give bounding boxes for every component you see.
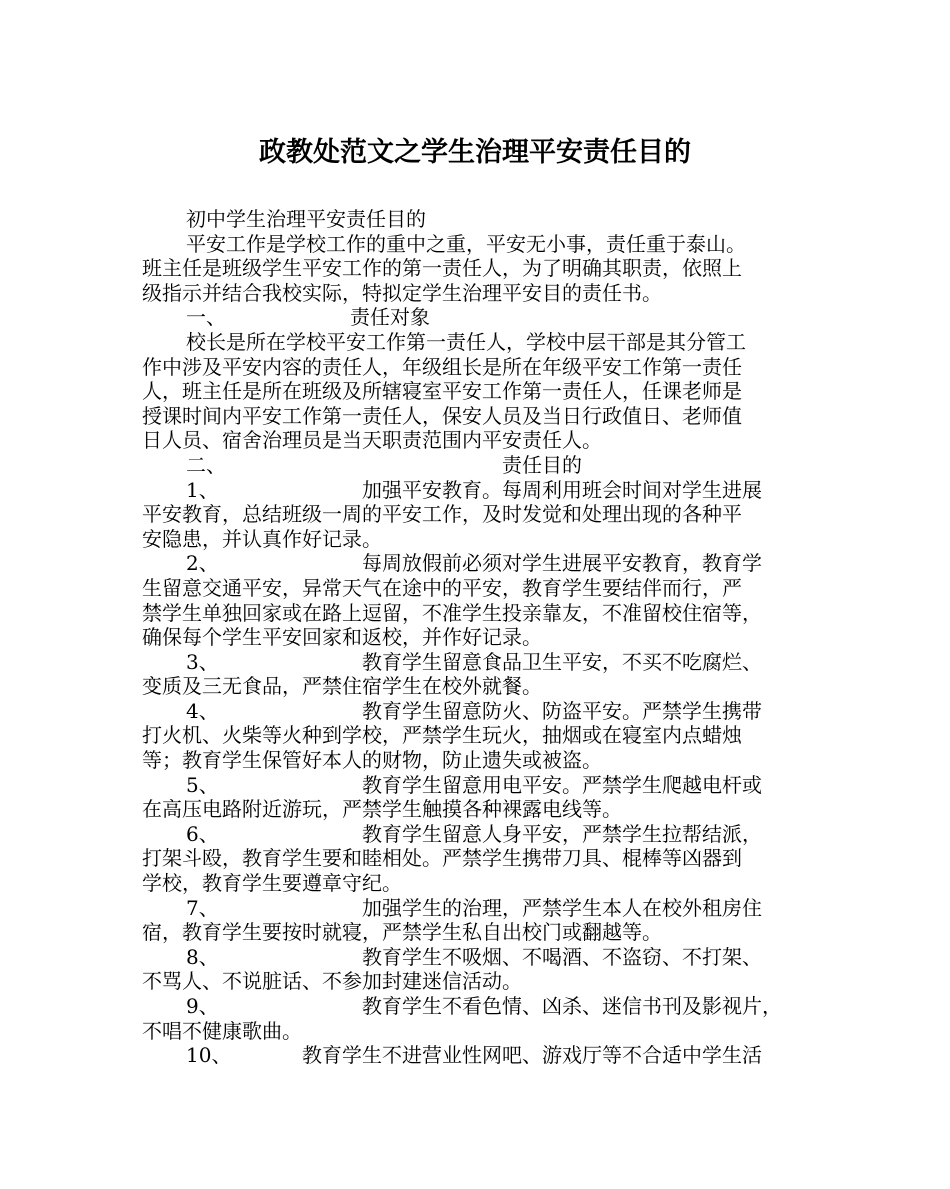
- paragraph-line: [142, 797, 814, 822]
- line-text: 校长是所在学校平安工作第一责任人，学校中层干部是其分管工: [186, 329, 746, 354]
- line-text: 打架斗殴，教育学生要和睦相处。严禁学生携带刀具、棍棒等凶器到: [142, 846, 742, 871]
- line-text: 教育学生留意用电平安。严禁学生爬越电杆或: [362, 772, 762, 797]
- line-text: 学校，教育学生要遵章守纪。: [142, 871, 402, 896]
- line-text: 不唱不健康歌曲。: [142, 1018, 302, 1043]
- paragraph-line: [142, 305, 814, 330]
- line-text: 班主任是班级学生平安工作的第一责任人，为了明确其职责，依照上: [142, 256, 742, 281]
- line-text: 日人员、宿舍治理员是当天职责范围内平安责任人。: [142, 428, 602, 453]
- paragraph-line: [142, 256, 814, 281]
- line-text: 禁学生单独回家或在路上逗留，不准学生投亲靠友，不准留校住宿等，: [142, 600, 762, 625]
- item-number: 5、: [186, 772, 219, 797]
- item-number: 1、: [186, 477, 219, 502]
- line-text: 不骂人、不说脏话、不参加封建迷信活动。: [142, 969, 522, 994]
- line-text: 打火机、火柴等火种到学校，严禁学生玩火，抽烟或在寝室内点蜡烛: [142, 723, 742, 748]
- item-number: 二、: [186, 452, 226, 477]
- paragraph-line: [142, 379, 814, 404]
- item-number: 9、: [186, 994, 219, 1018]
- line-text: 人，班主任是所在班级及所辖寝室平安工作第一责任人，任课老师是: [142, 379, 742, 404]
- line-text: 教育学生不进营业性网吧、游戏厅等不合适中学生活: [302, 1043, 762, 1068]
- paragraph-line: [142, 428, 814, 453]
- line-text: 级指示并结合我校实际，特拟定学生治理平安目的责任书。: [142, 280, 662, 305]
- paragraph-line: [142, 502, 814, 527]
- paragraph-line: [142, 773, 814, 798]
- paragraph-line: [142, 896, 814, 921]
- paragraph-line: [142, 527, 814, 552]
- line-text: 教育学生不看色情、凶杀、迷信书刊及影视片，: [362, 994, 782, 1018]
- line-text: 平安教育，总结班级一周的平安工作，及时发觉和处理出现的各种平: [142, 502, 742, 527]
- line-text: 平安工作是学校工作的重中之重，平安无小事，责任重于泰山。: [186, 231, 746, 256]
- line-text: 教育学生留意防火、防盗平安。严禁学生携带: [362, 698, 762, 723]
- line-text: 确保每个学生平安回家和返校，并作好记录。: [142, 625, 542, 650]
- item-number: 7、: [186, 895, 219, 920]
- paragraph-line: [142, 576, 814, 601]
- item-number: 4、: [186, 698, 219, 723]
- item-number: 8、: [186, 944, 219, 969]
- paragraph-line: [142, 994, 814, 1019]
- paragraph-line: [142, 748, 814, 773]
- paragraph-line: [142, 453, 814, 478]
- paragraph-line: [142, 232, 814, 257]
- paragraph-line: [142, 281, 814, 306]
- item-number: 2、: [186, 551, 219, 576]
- paragraph-line: [142, 920, 814, 945]
- document-title: 政教处范文之学生治理平安责任目的: [259, 137, 691, 168]
- paragraph-line: [142, 207, 814, 232]
- paragraph-line: [142, 674, 814, 699]
- paragraph-line: [142, 846, 814, 871]
- document-body: [142, 207, 814, 1068]
- paragraph-line: [142, 330, 814, 355]
- line-text: 作中涉及平安内容的责任人，年级组长是所在年级平安工作第一责任: [142, 354, 742, 379]
- paragraph-line: [142, 723, 814, 748]
- line-text: 教育学生留意人身平安，严禁学生拉帮结派，: [362, 821, 762, 846]
- line-text: 生留意交通平安，异常天气在途中的平安，教育学生要结伴而行，严: [142, 575, 742, 600]
- paragraph-line: [142, 404, 814, 429]
- paragraph-line: [142, 1043, 814, 1068]
- item-number: 10、: [186, 1043, 232, 1068]
- item-number: 6、: [186, 821, 219, 846]
- paragraph-line: [142, 945, 814, 970]
- line-text: 责任对象: [350, 305, 430, 330]
- line-text: 安隐患，并认真作好记录。: [142, 526, 382, 551]
- paragraph-line: [142, 601, 814, 626]
- paragraph-line: [142, 699, 814, 724]
- line-text: 责任目的: [502, 452, 582, 477]
- paragraph-line: [142, 355, 814, 380]
- line-text: 在高压电路附近游玩，严禁学生触摸各种裸露电线等。: [142, 797, 622, 822]
- paragraph-line: [142, 1019, 814, 1044]
- line-text: 每周放假前必须对学生进展平安教育，教育学: [362, 551, 762, 576]
- line-text: 教育学生留意食品卫生平安，不买不吃腐烂、: [362, 649, 762, 674]
- line-text: 教育学生不吸烟、不喝酒、不盗窃、不打架、: [362, 944, 762, 969]
- item-number: 一、: [186, 305, 226, 330]
- line-text: 加强学生的治理，严禁学生本人在校外租房住: [362, 895, 762, 920]
- line-text: 变质及三无食品，严禁住宿学生在校外就餐。: [142, 674, 542, 699]
- line-text: 授课时间内平安工作第一责任人，保安人员及当日行政值日、老师值: [142, 403, 742, 428]
- paragraph-line: [142, 625, 814, 650]
- line-text: 宿，教育学生要按时就寝，严禁学生私自出校门或翻越等。: [142, 920, 662, 945]
- paragraph-line: [142, 969, 814, 994]
- paragraph-line: [142, 650, 814, 675]
- item-number: 3、: [186, 649, 219, 674]
- paragraph-line: [142, 822, 814, 847]
- paragraph-line: [142, 551, 814, 576]
- line-text: 初中学生治理平安责任目的: [186, 207, 426, 231]
- line-text: 等；教育学生保管好本人的财物，防止遗失或被盗。: [142, 748, 602, 773]
- paragraph-line: [142, 478, 814, 503]
- line-text: 加强平安教育。每周利用班会时间对学生进展: [362, 477, 762, 502]
- paragraph-line: [142, 871, 814, 896]
